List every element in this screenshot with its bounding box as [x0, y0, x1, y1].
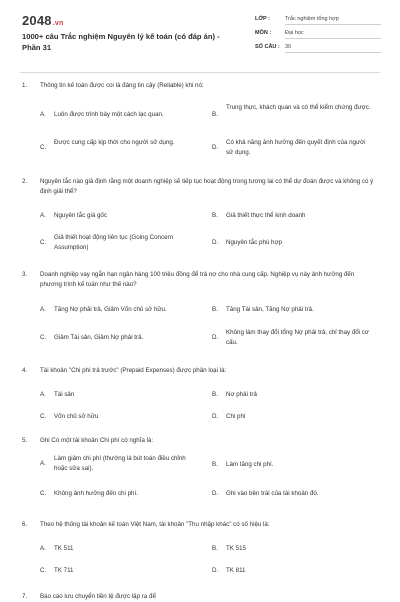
- meta-value: Trắc nghiệm tổng hợp: [285, 16, 381, 25]
- option-text: Giảm Tài sản, Giảm Nợ phải trả.: [54, 334, 144, 341]
- header-divider: [20, 72, 380, 73]
- meta-label: MÔN :: [255, 30, 272, 36]
- option-letter: B.: [212, 461, 218, 468]
- option-text: Giả thiết hoạt động liên tục (Going Concern Assumption): [54, 234, 174, 251]
- meta-value: Đại học: [285, 30, 381, 39]
- question-number: 1.: [22, 82, 28, 89]
- option-text: Nguyên tắc phù hợp: [226, 239, 283, 246]
- option-letter: B.: [212, 545, 218, 552]
- option-letter: B.: [212, 111, 218, 118]
- option-text: Làm giảm chi phí (thường là bút toán điều chỉnh hoặc sửa sai).: [54, 455, 186, 472]
- question-text: Thông tin kế toán được coi là đáng tin cậy (Reliable) khi nó:: [40, 82, 204, 89]
- option-letter: A.: [40, 460, 46, 467]
- question-text: Nguyên tắc nào giả định rằng một doanh nghiệp sẽ tiếp tục hoạt động trong tương lai có thể dự đoán được và không có ý định giải thể?: [40, 178, 374, 195]
- logo[interactable]: [22, 13, 63, 28]
- meta-row-count: [255, 41, 381, 55]
- option-text: TK 511: [54, 545, 74, 552]
- question-number: 4.: [22, 367, 28, 374]
- option-letter: C.: [40, 413, 47, 420]
- option-text: Tài sản: [54, 391, 75, 398]
- option-letter: B.: [212, 306, 218, 313]
- option-letter: A.: [40, 545, 46, 552]
- option-text: Không ảnh hưởng đến chi phí.: [54, 490, 138, 497]
- option-text: TK 811: [226, 567, 246, 574]
- option-text: Làm tăng chi phí.: [226, 461, 274, 468]
- meta-label: SỐ CÂU :: [255, 44, 280, 50]
- question-number: 3.: [22, 271, 28, 278]
- question-text: Báo cáo lưu chuyển tiền tệ được lập ra để: [40, 593, 156, 600]
- document-title: 1000+ câu Trắc nghiệm Nguyên lý kế toán (có đáp án) - Phần 31: [22, 32, 220, 52]
- option-text: Tăng Nợ phải trả, Giảm Vốn chủ sở hữu.: [54, 306, 167, 313]
- question-text: Doanh nghiệp vay ngắn hạn ngân hàng 100 triệu đồng để trả nợ cho nhà cung cấp. Nghiệp vụ này ảnh hưởng đến phương trình kế toán như thế nào?: [40, 271, 355, 288]
- option-letter: C.: [40, 567, 47, 574]
- option-letter: A.: [40, 212, 46, 219]
- question-text: Ghi Có một tài khoản Chi phí có nghĩa là:: [40, 437, 154, 444]
- meta-row-subject: [255, 27, 381, 41]
- meta-info: [255, 13, 381, 55]
- option-letter: C.: [40, 334, 47, 341]
- option-letter: A.: [40, 111, 46, 118]
- option-letter: D.: [212, 144, 219, 151]
- option-letter: D.: [212, 334, 219, 341]
- option-letter: C.: [40, 144, 47, 151]
- option-text: TK 711: [54, 567, 74, 574]
- option-text: Nợ phải trả: [226, 391, 257, 398]
- option-letter: D.: [212, 413, 219, 420]
- question-number: 7.: [22, 593, 28, 600]
- option-text: Luôn được trình bày một cách lạc quan.: [54, 111, 164, 118]
- option-letter: D.: [212, 567, 219, 574]
- meta-value: 30: [285, 44, 381, 53]
- option-letter: B.: [212, 391, 218, 398]
- question-number: 2.: [22, 178, 28, 185]
- meta-label: LỚP :: [255, 16, 270, 22]
- option-text: Không làm thay đổi tổng Nợ phải trả, chỉ thay đổi cơ cấu.: [226, 329, 369, 346]
- option-text: Giả thiết thực thể kinh doanh: [226, 212, 306, 219]
- option-letter: C.: [40, 490, 47, 497]
- option-letter: D.: [212, 239, 219, 246]
- question-text: Theo hệ thống tài khoản kế toán Việt Nam, tài khoản "Thu nhập khác" có số hiệu là:: [40, 521, 270, 528]
- option-text: Vốn chủ sở hữu: [54, 413, 99, 420]
- logo-text: 2048: [22, 13, 52, 28]
- option-letter: C.: [40, 239, 47, 246]
- option-text: TK 515: [226, 545, 246, 552]
- option-letter: A.: [40, 391, 46, 398]
- option-text: Trung thực, khách quan và có thể kiểm chứng được.: [226, 104, 371, 111]
- option-letter: A.: [40, 306, 46, 313]
- option-text: Nguyên tắc giá gốc: [54, 212, 107, 219]
- question-number: 6.: [22, 521, 28, 528]
- option-letter: B.: [212, 212, 218, 219]
- option-text: Có khả năng ảnh hưởng đến quyết định của người sử dụng.: [226, 139, 366, 156]
- option-text: Tăng Tài sản, Tăng Nợ phải trả.: [226, 306, 314, 313]
- option-letter: D.: [212, 490, 219, 497]
- option-text: Được cung cấp kịp thời cho người sử dụng.: [54, 139, 175, 146]
- header: [0, 0, 400, 68]
- question-number: 5.: [22, 437, 28, 444]
- logo-suffix: .vn: [52, 20, 64, 27]
- option-text: Ghi vào bên trái của tài khoản đó.: [226, 490, 319, 497]
- question-text: Tài khoản "Chi phí trả trước" (Prepaid Expenses) được phân loại là:: [40, 367, 227, 374]
- meta-row-class: [255, 13, 381, 27]
- option-text: Chi phí: [226, 413, 246, 420]
